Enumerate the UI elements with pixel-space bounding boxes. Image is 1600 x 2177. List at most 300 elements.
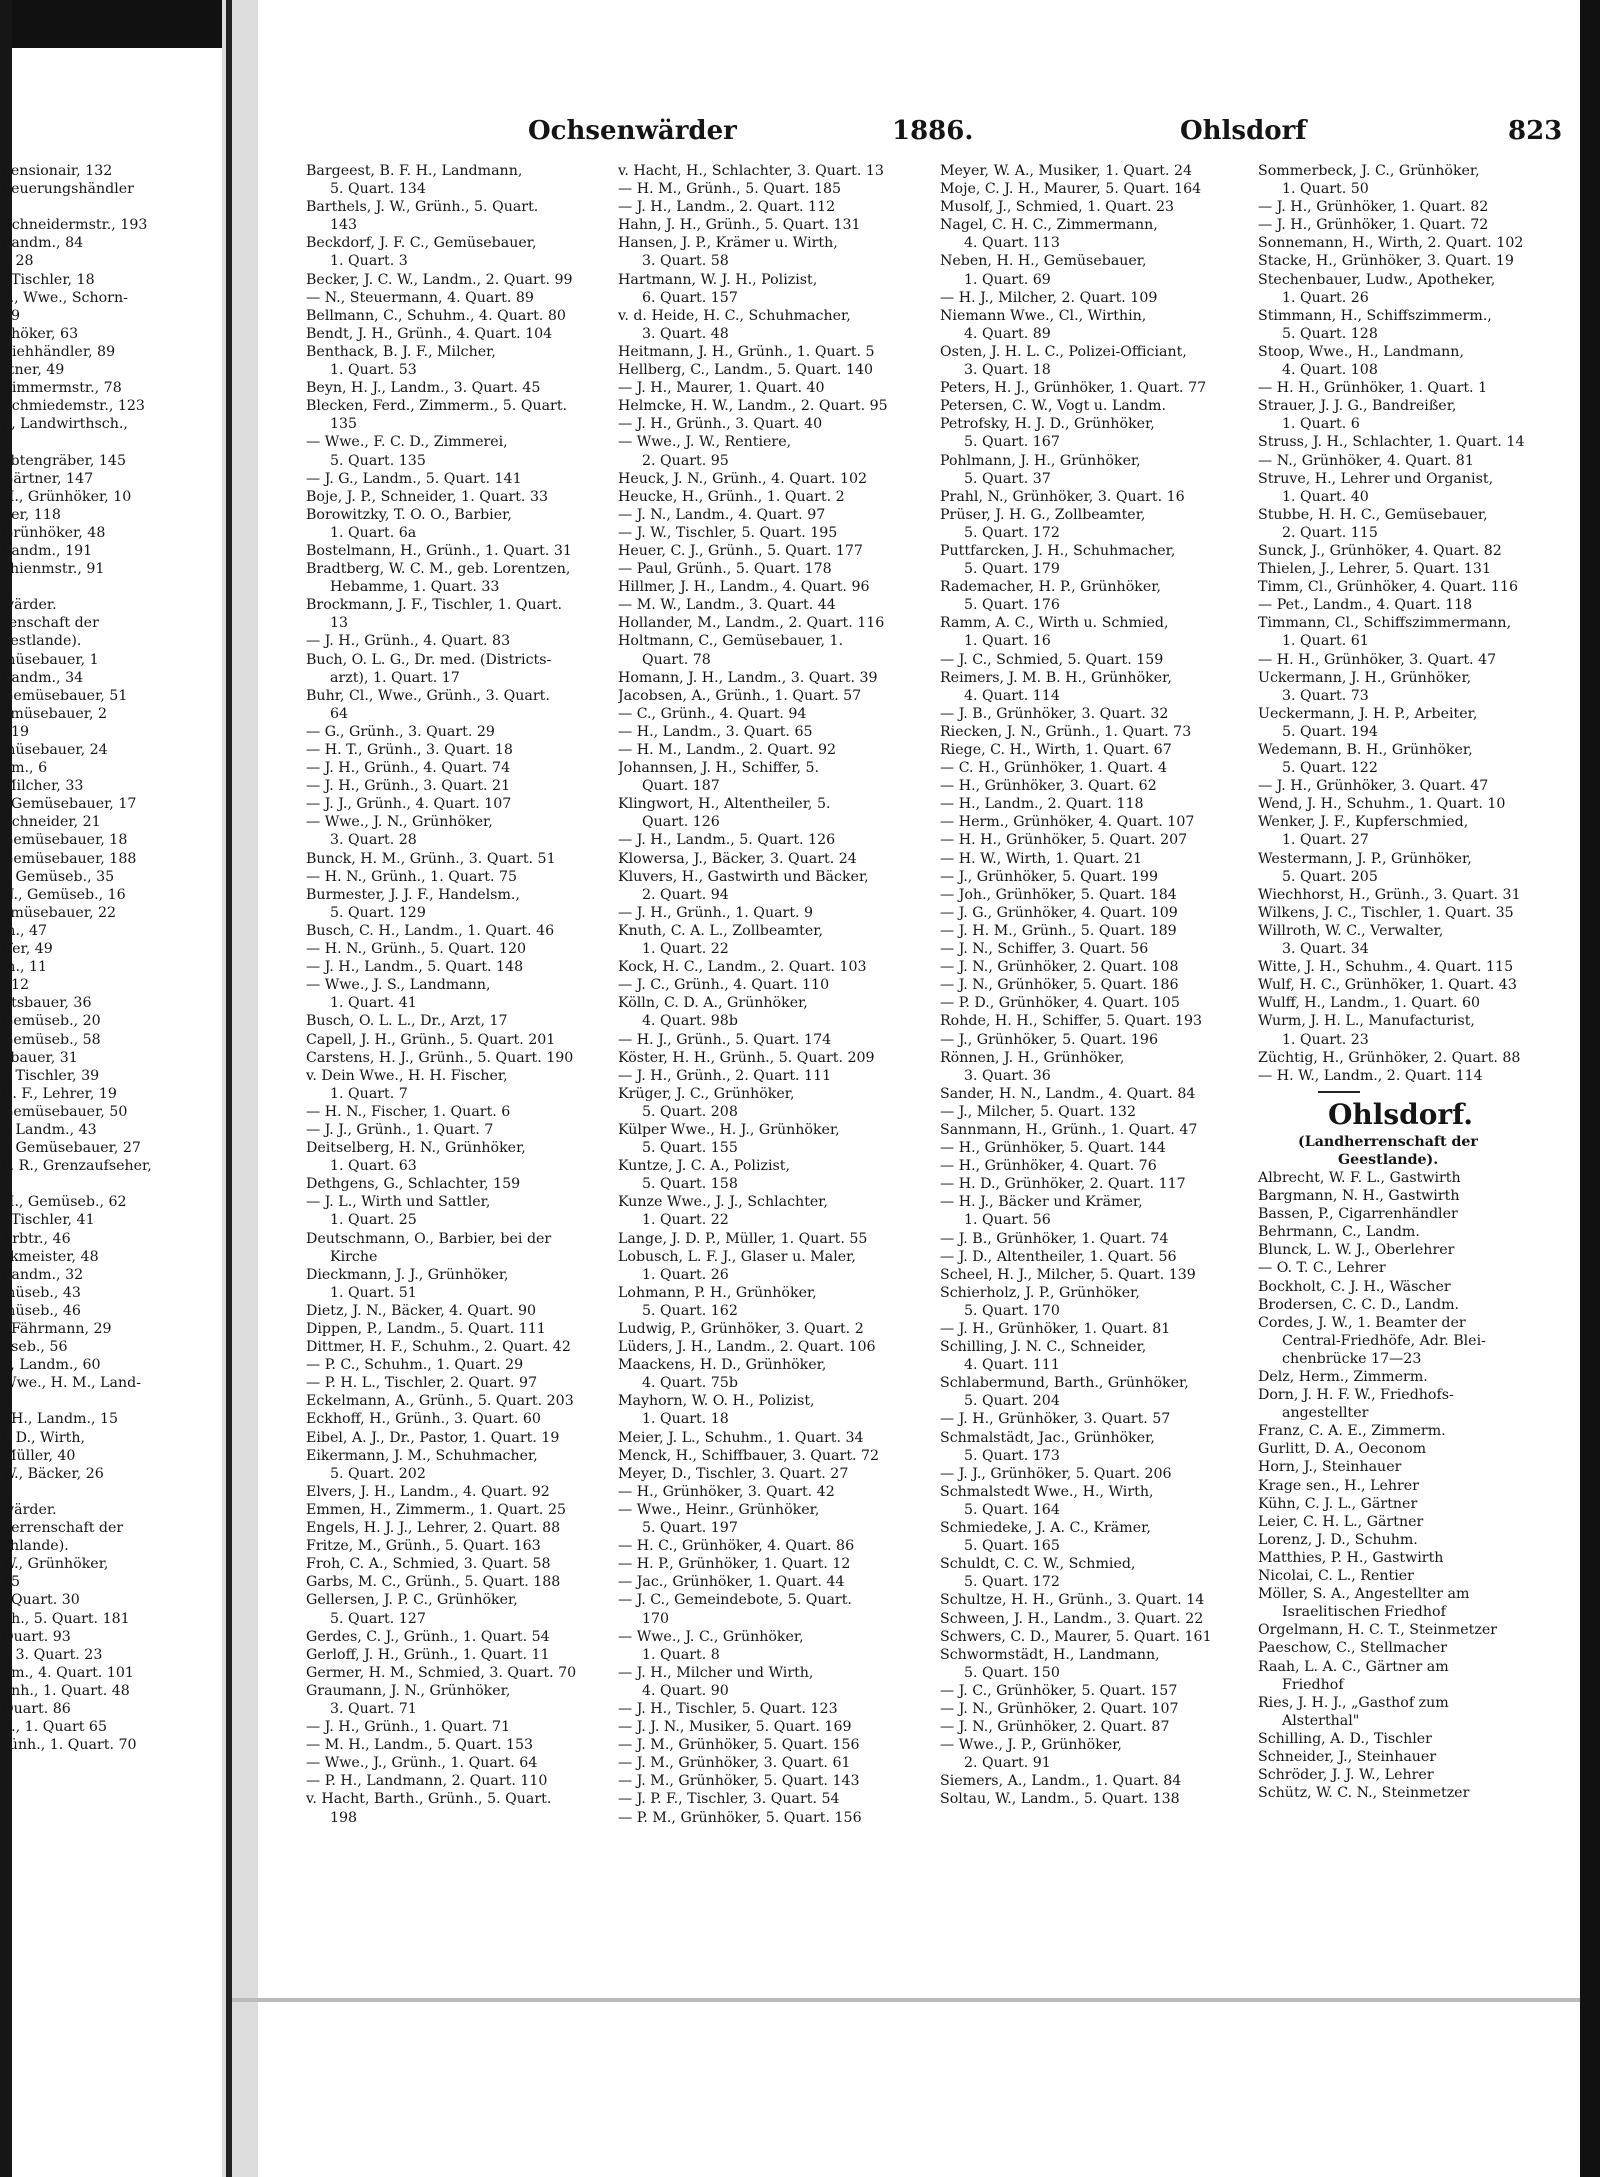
directory-entry-line: Bockholt, C. J. H., Wäscher xyxy=(1258,1278,1451,1295)
directory-entry-line: Gemüsebauer, 18 xyxy=(2,832,128,849)
directory-entry-line: Jacobsen, A., Grünh., 1. Quart. 57 xyxy=(618,687,862,704)
directory-entry-line: Stubbe, H. H. C., Gemüsebauer, xyxy=(1258,506,1488,523)
directory-entry-line: Gärtner, 147 xyxy=(2,470,94,487)
directory-entry-line: 1. Quart. 22 xyxy=(642,1212,729,1229)
directory-entry-line: Gemüseb., 20 xyxy=(2,1013,101,1030)
directory-entry-line: 5. Quart. 173 xyxy=(964,1447,1060,1464)
directory-entry-line xyxy=(2,1175,224,1193)
directory-entry-line: — J. B., Grünhöker, 1. Quart. 74 xyxy=(940,1230,1169,1247)
directory-entry-line: Wurm, J. H. L., Manufacturist, xyxy=(1258,1013,1475,1030)
directory-entry-line: Brodersen, C. C. D., Landm. xyxy=(1258,1296,1460,1313)
directory-entry-line: — J., Grünhöker, 5. Quart. 196 xyxy=(940,1031,1158,1048)
directory-entry-line: 1. Quart. 51 xyxy=(330,1284,417,1301)
directory-entry-line: Heuer, C. J., Grünh., 5. Quart. 177 xyxy=(618,542,863,559)
directory-entry-line: Schneider, 21 xyxy=(2,814,101,831)
directory-entry-line: 1. Quart. 6a xyxy=(330,524,417,541)
directory-entry-line: Prahl, N., Grünhöker, 3. Quart. 16 xyxy=(940,488,1185,505)
directory-entry-line: 5. Quart. 37 xyxy=(964,470,1051,487)
directory-entry-line: 5. Quart. 128 xyxy=(1282,325,1378,342)
directory-entry-line: Wedemann, B. H., Grünhöker, xyxy=(1258,742,1473,758)
directory-entry-line: Feuerungshändler xyxy=(2,181,134,198)
directory-entry-line: — J. G., Grünhöker, 4. Quart. 109 xyxy=(940,904,1178,921)
directory-entry-line: Homann, J. H., Landm., 3. Quart. 39 xyxy=(618,669,878,686)
directory-entry-line: müsebauer, 24 xyxy=(2,742,108,758)
directory-entry-line: v. d. Heide, H. C., Schuhmacher, xyxy=(618,307,851,324)
directory-entry-line: Pohlmann, J. H., Grünhöker, xyxy=(940,452,1141,469)
directory-entry-line: chienmstr., 91 xyxy=(2,561,105,578)
directory-entry-line: Albrecht, W. F. L., Gastwirth xyxy=(1258,1169,1461,1186)
directory-entry-line: — Joh., Grünhöker, 5. Quart. 184 xyxy=(940,886,1177,903)
directory-entry-line: 143 xyxy=(330,217,358,234)
directory-entry-line: dm., 4. Quart. 101 xyxy=(2,1664,134,1681)
directory-entry-line: 1. Quart. 16 xyxy=(964,633,1051,650)
directory-entry-line: 135 xyxy=(330,416,358,433)
directory-entry-line: Sommerbeck, J. C., Grünhöker, xyxy=(1258,163,1480,179)
directory-entry-line: ., 3. Quart. 23 xyxy=(2,1646,103,1663)
directory-entry-line: ., 28 xyxy=(2,253,34,270)
directory-entry-line: Deutschmann, O., Barbier, bei der xyxy=(306,1230,552,1247)
directory-entry-line: — P. H. L., Tischler, 2. Quart. 97 xyxy=(306,1375,538,1392)
directory-entry-line: Busch, C. H., Landm., 1. Quart. 46 xyxy=(306,922,555,939)
directory-entry-line: Timmann, Cl., Schiffszimmermann, xyxy=(1258,615,1512,632)
directory-entry-line: — O. T. C., Lehrer xyxy=(1258,1260,1386,1277)
directory-entry-line: 4. Quart. 90 xyxy=(642,1682,729,1699)
directory-entry-line: — J. J. N., Musiker, 5. Quart. 169 xyxy=(618,1719,852,1736)
directory-entry-line: — J. P. F., Tischler, 3. Quart. 54 xyxy=(618,1791,840,1808)
directory-entry-line: — J. N., Grünhöker, 2. Quart. 107 xyxy=(940,1700,1179,1717)
directory-entry-line: 4. Quart. 89 xyxy=(964,325,1051,342)
directory-column-2 xyxy=(618,162,938,1827)
directory-entry-line: 5. Quart. 179 xyxy=(964,561,1060,578)
directory-entry-line: — J., Grünhöker, 5. Quart. 199 xyxy=(940,868,1158,885)
directory-entry-line: Blunck, L. W. J., Oberlehrer xyxy=(1258,1242,1455,1259)
directory-entry-line: — H., Landm., 3. Quart. 65 xyxy=(618,723,813,740)
directory-entry-line: — Jac., Grünhöker, 1. Quart. 44 xyxy=(618,1574,845,1591)
directory-entry-line: Ludwig, P., Grünhöker, 3. Quart. 2 xyxy=(618,1321,864,1337)
directory-entry-line: — N., Steuermann, 4. Quart. 89 xyxy=(306,289,534,306)
directory-entry-line: Kirche xyxy=(330,1248,378,1265)
directory-entry-line: — J. H., Grünhöker, 3. Quart. 57 xyxy=(940,1411,1171,1428)
directory-entry-line: ., Gemüseb., 35 xyxy=(2,868,115,885)
directory-entry-line: 3. Quart. 48 xyxy=(642,325,729,342)
directory-entry-line: Bendt, J. H., Grünh., 4. Quart. 104 xyxy=(306,325,553,342)
directory-entry-line: Gemüsebauer, 188 xyxy=(2,850,137,867)
directory-entry-line: Eibel, A. J., Dr., Pastor, 1. Quart. 19 xyxy=(306,1429,560,1446)
directory-entry-line: Kunze Wwe., J. J., Schlachter, xyxy=(618,1194,829,1211)
directory-entry-line: Krüger, J. C., Grünhöker, xyxy=(618,1085,795,1102)
directory-entry-line: Külper Wwe., H. J., Grünhöker, xyxy=(618,1121,840,1138)
directory-entry-line: Elvers, J. H., Landm., 4. Quart. 92 xyxy=(306,1483,550,1500)
directory-entry-line: 3. Quart. 28 xyxy=(330,832,417,849)
directory-entry-line: Busch, O. L. L., Dr., Arzt, 17 xyxy=(306,1013,508,1030)
directory-entry-line: ., Tischler, 39 xyxy=(2,1067,100,1084)
directory-entry-line: 1. Quart. 27 xyxy=(1282,832,1369,849)
directory-entry-line: Züchtig, H., Grünhöker, 2. Quart. 88 xyxy=(1258,1049,1521,1066)
directory-entry-line: Kock, H. C., Landm., 2. Quart. 103 xyxy=(618,959,867,976)
directory-entry-line: 1. Quart. 53 xyxy=(330,362,417,379)
directory-entry-line: Thielen, J., Lehrer, 5. Quart. 131 xyxy=(1258,561,1491,578)
directory-entry-line: Quart. 187 xyxy=(642,778,720,795)
directory-entry-line: — J. C., Grünh., 4. Quart. 110 xyxy=(618,977,830,994)
directory-entry-line: Schmalstedt Wwe., H., Wirth, xyxy=(940,1483,1154,1500)
directory-entry-line: Capell, J. H., Grünh., 5. Quart. 201 xyxy=(306,1031,556,1048)
directory-entry-line: 5. Quart. 155 xyxy=(642,1140,738,1157)
directory-entry-line: Landm., 191 xyxy=(2,542,93,559)
directory-entry-line: Wwe., H. M., Land- xyxy=(2,1375,141,1392)
directory-entry-line: Leier, C. H. L., Gärtner xyxy=(1258,1513,1424,1530)
directory-entry-line: — H. W., Landm., 2. Quart. 114 xyxy=(1258,1067,1483,1084)
directory-entry-line: Lüders, J. H., Landm., 2. Quart. 106 xyxy=(618,1339,876,1356)
directory-entry-line: emüsebauer, 2 xyxy=(2,705,108,722)
directory-entry-line: rünh., 1. Quart. 70 xyxy=(2,1737,137,1754)
directory-entry-line: Neben, H. H., Gemüsebauer, xyxy=(940,253,1147,270)
directory-entry-line: — H. J., Grünh., 5. Quart. 174 xyxy=(618,1031,832,1048)
directory-entry-line: Hartmann, W. J. H., Polizist, xyxy=(618,271,818,288)
directory-entry-line: chlande). xyxy=(2,1538,69,1555)
directory-entry-line: Burmester, J. J. F., Handelsm., xyxy=(306,886,520,903)
directory-entry-line: 3. Quart. 73 xyxy=(1282,687,1369,704)
directory-entry-line: 3. Quart. 71 xyxy=(330,1700,417,1717)
directory-entry-line: Eckhoff, H., Grünh., 3. Quart. 60 xyxy=(306,1411,541,1428)
directory-entry-line: Prüser, J. H. G., Zollbeamter, xyxy=(940,506,1146,523)
directory-entry-line: — J. H., Grünhöker, 1. Quart. 81 xyxy=(940,1321,1171,1337)
directory-entry-line: Milcher, 33 xyxy=(2,778,84,795)
directory-entry-line: 1. Quart. 63 xyxy=(330,1158,417,1175)
directory-entry-line: 170 xyxy=(642,1610,670,1627)
directory-entry-line: — Wwe., J. W., Rentiere, xyxy=(618,434,792,451)
directory-entry-line: Sander, H. N., Landm., 4. Quart. 84 xyxy=(940,1085,1196,1102)
directory-entry-line: ffer, 49 xyxy=(2,941,53,958)
directory-entry-line: — Paul, Grünh., 5. Quart. 178 xyxy=(618,561,832,578)
directory-column-1 xyxy=(306,162,616,1827)
directory-entry-line: — J. L., Wirth und Sattler, xyxy=(306,1194,491,1211)
directory-entry-line: 6. Quart. 157 xyxy=(642,289,738,306)
directory-entry-line: — H., Grünhöker, 3. Quart. 62 xyxy=(940,778,1157,795)
directory-entry-line: Horn, J., Steinhauer xyxy=(1258,1459,1402,1476)
directory-entry-line: Landm., 84 xyxy=(2,235,84,252)
directory-entry-line: Wenker, J. F., Kupferschmied, xyxy=(1258,814,1469,831)
directory-entry-line: , Tischler, 41 xyxy=(2,1212,95,1229)
directory-entry-line: Dittmer, H. F., Schuhm., 2. Quart. 42 xyxy=(306,1339,571,1356)
directory-entry-line: — Wwe., J., Grünh., 1. Quart. 64 xyxy=(306,1755,538,1772)
directory-entry-line: Klowersa, J., Bäcker, 3. Quart. 24 xyxy=(618,850,857,867)
directory-entry-line: Uckermann, J. H., Grünhöker, xyxy=(1258,669,1472,686)
directory-entry-line: 5. Quart. 164 xyxy=(964,1501,1060,1518)
directory-entry-line: 3. Quart. 34 xyxy=(1282,941,1369,958)
directory-entry-line: Schröder, J. J. W., Lehrer xyxy=(1258,1767,1434,1784)
directory-entry-line: 45 xyxy=(2,1574,21,1591)
directory-entry-line: Hebamme, 1. Quart. 33 xyxy=(330,579,500,596)
directory-entry-line: , Tischler, 18 xyxy=(2,271,95,288)
directory-entry-line: Meyer, W. A., Musiker, 1. Quart. 24 xyxy=(940,163,1193,179)
page-header xyxy=(528,116,1578,162)
directory-entry-line: Friedhof xyxy=(1282,1676,1344,1693)
directory-entry-line: Schuldt, C. C. W., Schmied, xyxy=(940,1556,1136,1573)
directory-entry-line: — Wwe., Heinr., Grünhöker, xyxy=(618,1501,820,1518)
directory-entry-line: Beyn, H. J., Landm., 3. Quart. 45 xyxy=(306,380,541,397)
directory-entry-line: ckmeister, 48 xyxy=(2,1248,99,1265)
directory-entry-line: — P. C., Schuhm., 1. Quart. 29 xyxy=(306,1357,524,1374)
directory-entry-line: Zimmermstr., 78 xyxy=(2,380,122,397)
directory-entry-line: Reimers, J. M. B. H., Grünhöker, xyxy=(940,669,1172,686)
directory-entry-line: 1. Quart. 26 xyxy=(642,1266,729,1283)
directory-entry-line: Gemüsebauer, 51 xyxy=(2,687,128,704)
directory-entry-line: herrenschaft der xyxy=(2,1520,124,1537)
directory-entry-line: Knuth, C. A. L., Zollbeamter, xyxy=(618,922,824,939)
directory-entry-line: 69 xyxy=(2,307,21,324)
directory-entry-line: Delz, Herm., Zimmerm. xyxy=(1258,1369,1428,1385)
directory-entry-line: Graumann, J. N., Grünhöker, xyxy=(306,1682,511,1699)
directory-entry-line: — Wwe., J. S., Landmann, xyxy=(306,977,491,994)
book-gutter-shadow xyxy=(226,0,232,2177)
directory-entry-line: — Wwe., J. N., Grünhöker, xyxy=(306,814,493,831)
directory-entry-line: W., Grünhöker, xyxy=(2,1556,109,1573)
section-subtitle-line: (Landherrenschaft der xyxy=(1298,1133,1478,1150)
directory-entry-line: 3. Quart. 36 xyxy=(964,1067,1051,1084)
directory-entry-line: — J. M., Grünhöker, 5. Quart. 156 xyxy=(618,1737,860,1754)
directory-entry-line: H., Grünhöker, 10 xyxy=(2,488,132,505)
directory-entry-line: Boje, J. P., Schneider, 1. Quart. 33 xyxy=(306,488,549,505)
directory-entry-line: — J. H., Grünh., 3. Quart. 21 xyxy=(306,778,511,795)
directory-entry-line: Eikermann, J. M., Schuhmacher, xyxy=(306,1447,538,1464)
directory-entry-line: — J. N., Grünhöker, 2. Quart. 87 xyxy=(940,1719,1170,1736)
directory-entry-line: — H. W., Wirth, 1. Quart. 21 xyxy=(940,850,1143,867)
directory-entry-line: Meier, J. L., Schuhm., 1. Quart. 34 xyxy=(618,1429,864,1446)
directory-entry-line: Lohmann, P. H., Grünhöker, xyxy=(618,1284,817,1301)
directory-entry-line: — J. H. M., Grünh., 5. Quart. 189 xyxy=(940,922,1177,939)
directory-entry-line: 5. Quart. 202 xyxy=(330,1465,426,1482)
directory-entry-line: — Herm., Grünhöker, 4. Quart. 107 xyxy=(940,814,1195,831)
directory-entry-line: Bellmann, C., Schuhm., 4. Quart. 80 xyxy=(306,307,566,324)
directory-entry-line: J., Landwirthsch., xyxy=(2,416,128,433)
directory-entry-line: — H., Landm., 2. Quart. 118 xyxy=(940,796,1144,813)
directory-entry-line: Ueckermann, J. H. P., Arbeiter, xyxy=(1258,705,1478,722)
directory-entry-line: emüsebauer, 22 xyxy=(2,904,117,921)
directory-entry-line: Franz, C. A. E., Zimmerm. xyxy=(1258,1423,1446,1440)
directory-entry-line: Germer, H. M., Schmied, 3. Quart. 70 xyxy=(306,1664,577,1681)
directory-entry-line: 5. Quart. 162 xyxy=(642,1302,738,1319)
directory-entry-line: — C. H., Grünhöker, 1. Quart. 4 xyxy=(940,760,1168,777)
directory-entry-line: Wulf, H. C., Grünhöker, 1. Quart. 43 xyxy=(1258,977,1517,994)
directory-entry-line: Scheel, H. J., Milcher, 5. Quart. 139 xyxy=(940,1266,1196,1283)
directory-entry-line: e, Landm., 60 xyxy=(2,1357,101,1374)
directory-entry-line: Köster, H. H., Grünh., 5. Quart. 209 xyxy=(618,1049,875,1066)
directory-entry-line: Becker, J. C. W., Landm., 2. Quart. 99 xyxy=(306,271,573,288)
directory-entry-line: — J. J., Grünhöker, 5. Quart. 206 xyxy=(940,1465,1172,1482)
directory-entry-line: — J. H., Landm., 5. Quart. 126 xyxy=(618,832,836,849)
directory-entry-line: Kuntze, J. C. A., Polizist, xyxy=(618,1158,790,1175)
directory-entry-line: 1. Quart. 56 xyxy=(964,1212,1051,1229)
directory-entry-line: Wend, J. H., Schuhm., 1. Quart. 10 xyxy=(1258,796,1506,813)
directory-entry-line: Schilling, A. D., Tischler xyxy=(1258,1730,1432,1747)
directory-entry-line: — J. M., Grünhöker, 5. Quart. 143 xyxy=(618,1773,860,1790)
directory-entry-line: Deitselberg, H. N., Grünhöker, xyxy=(306,1140,526,1157)
directory-entry-line: 1. Quart. 18 xyxy=(642,1411,729,1428)
directory-entry-line: Bostelmann, H., Grünh., 1. Quart. 31 xyxy=(306,542,572,559)
directory-entry-line: Riecken, J. N., Grünh., 1. Quart. 73 xyxy=(940,723,1192,740)
directory-entry-line: Dethgens, G., Schlachter, 159 xyxy=(306,1176,521,1193)
directory-entry-line: Peters, H. J., Grünhöker, 1. Quart. 77 xyxy=(940,380,1207,397)
directory-entry-line: 198 xyxy=(330,1809,358,1826)
directory-entry-line: Schneider, J., Steinhauer xyxy=(1258,1748,1437,1765)
directory-entry-line: Riege, C. H., Wirth, 1. Quart. 67 xyxy=(940,742,1172,758)
directory-entry-line: — J. H., Grünhöker, 1. Quart. 72 xyxy=(1258,217,1489,234)
directory-entry-line: Central-Friedhöfe, Adr. Blei- xyxy=(1282,1332,1486,1349)
directory-entry-line: 4. Quart. 75b xyxy=(642,1375,738,1392)
directory-entry-line: 5. Quart. 165 xyxy=(964,1538,1060,1555)
directory-entry-line: dm., 6 xyxy=(2,760,48,777)
directory-entry-line: Landm., 32 xyxy=(2,1266,84,1283)
directory-entry-line: Schmalstädt, Jac., Grünhöker, xyxy=(940,1429,1155,1446)
directory-entry-line: Ramm, A. C., Wirth u. Schmied, xyxy=(940,615,1169,632)
directory-entry-line: Stoop, Wwe., H., Landmann, xyxy=(1258,343,1464,360)
directory-entry-line: 5. Quart. 208 xyxy=(642,1103,738,1120)
directory-entry-line: 5. Quart. 129 xyxy=(330,904,426,921)
directory-entry-line: Eckelmann, A., Grünh., 5. Quart. 203 xyxy=(306,1393,574,1410)
directory-entry-line: J. D., Wirth, xyxy=(2,1429,86,1446)
directory-entry-line: — Wwe., J. C., Grünhöker, xyxy=(618,1628,804,1645)
directory-entry-line: Sonnemann, H., Wirth, 2. Quart. 102 xyxy=(1258,235,1524,252)
running-head-year: 1886. xyxy=(892,116,974,146)
directory-entry-line: 5. Quart. 127 xyxy=(330,1610,426,1627)
directory-entry-line: — H. N., Grünh., 1. Quart. 75 xyxy=(306,868,518,885)
directory-entry-line: — H. J., Bäcker und Krämer, xyxy=(940,1194,1143,1211)
directory-entry-line: Petrofsky, H. J. D., Grünhöker, xyxy=(940,416,1155,433)
ohlsdorf-section xyxy=(1258,1085,1580,1802)
directory-entry-line: — J. J., Grünh., 1. Quart. 7 xyxy=(306,1121,494,1138)
directory-entry-line: . Quart. 30 xyxy=(2,1592,80,1609)
page-number: 823 xyxy=(1508,116,1563,146)
directory-entry-line: Kühn, C. J. L., Gärtner xyxy=(1258,1495,1418,1512)
directory-entry-line: Musolf, J., Schmied, 1. Quart. 23 xyxy=(940,199,1175,216)
directory-entry-line: Struve, H., Lehrer und Organist, xyxy=(1258,470,1494,487)
directory-entry-line: 1. Quart. 22 xyxy=(642,941,729,958)
directory-entry-line: 1. Quart. 7 xyxy=(330,1085,408,1102)
directory-entry-line: 4. Quart. 108 xyxy=(1282,362,1378,379)
directory-entry-line: Emmen, H., Zimmerm., 1. Quart. 25 xyxy=(306,1501,567,1518)
directory-entry-line: 5. Quart. 172 xyxy=(964,524,1060,541)
directory-entry-line: . H., Landm., 15 xyxy=(2,1411,119,1428)
directory-entry-line: angestellter xyxy=(1282,1405,1369,1422)
directory-entry-line: — J. D., Altentheiler, 1. Quart. 56 xyxy=(940,1248,1177,1265)
directory-entry-line: Müller, 40 xyxy=(2,1447,76,1464)
directory-entry-line: Carstens, H. J., Grünh., 5. Quart. 190 xyxy=(306,1049,574,1066)
directory-entry-line: Bassen, P., Cigarrenhändler xyxy=(1258,1206,1458,1223)
directory-entry-line: Maackens, H. D., Grünhöker, xyxy=(618,1357,827,1374)
directory-entry-line: — J. H., Grünh., 1. Quart. 71 xyxy=(306,1719,511,1736)
directory-entry-line: — H. J., Milcher, 2. Quart. 109 xyxy=(940,289,1158,306)
directory-entry-line: Behrmann, C., Landm. xyxy=(1258,1224,1420,1241)
directory-entry-line: Schlabermund, Barth., Grünhöker, xyxy=(940,1375,1189,1392)
directory-entry-line: 5. Quart. 135 xyxy=(330,452,426,469)
directory-entry-line: 5. Quart. 158 xyxy=(642,1176,738,1193)
directory-entry-line: 5. Quart. 167 xyxy=(964,434,1060,451)
directory-entry-line: W., Bäcker, 26 xyxy=(2,1465,104,1482)
directory-entry-line: Hellberg, C., Landm., 5. Quart. 140 xyxy=(618,362,874,379)
directory-entry-line: Fritze, M., Grünh., 5. Quart. 163 xyxy=(306,1538,541,1555)
directory-entry-line: — J. H., Landm., 2. Quart. 112 xyxy=(618,199,836,216)
directory-entry-line: v. Dein Wwe., H. H. Fischer, xyxy=(306,1067,508,1084)
directory-entry-line: Stechenbauer, Ludw., Apotheker, xyxy=(1258,271,1496,288)
directory-entry-line: Benthack, B. J. F., Milcher, xyxy=(306,343,496,360)
directory-entry-line: 1. Quart. 50 xyxy=(1282,181,1369,198)
directory-entry-line: F. R., Grenzaufseher, xyxy=(2,1158,152,1175)
directory-entry-line: Schneidermstr., 193 xyxy=(2,217,148,234)
directory-entry-line: Gerdes, C. J., Grünh., 1. Quart. 54 xyxy=(306,1628,550,1645)
directory-entry-line: Hollander, M., Landm., 2. Quart. 116 xyxy=(618,615,885,632)
directory-entry-line: Lange, J. D. P., Müller, 1. Quart. 55 xyxy=(618,1230,868,1247)
directory-entry-line: Wiechhorst, H., Grünh., 3. Quart. 31 xyxy=(1258,886,1521,903)
directory-entry-line: — P. M., Grünhöker, 5. Quart. 156 xyxy=(618,1809,862,1826)
directory-entry-line: Kluvers, H., Gastwirth und Bäcker, xyxy=(618,868,869,885)
directory-entry-line: 1. Quart. 40 xyxy=(1282,488,1369,505)
directory-entry-line: Dippen, P., Landm., 5. Quart. 111 xyxy=(306,1321,546,1337)
directory-entry-line: Borowitzky, T. O. O., Barbier, xyxy=(306,506,512,523)
directory-entry-line: Dieckmann, J. J., Grünhöker, xyxy=(306,1266,509,1283)
directory-entry-line: — J. H., Grünh., 4. Quart. 74 xyxy=(306,760,511,777)
directory-entry-line: — J. H., Milcher und Wirth, xyxy=(618,1664,814,1681)
directory-entry-line: , 19 xyxy=(2,723,30,740)
directory-entry-line: Witte, J. H., Schuhm., 4. Quart. 115 xyxy=(1258,959,1514,976)
directory-entry-line: Buch, O. L. G., Dr. med. (Districts- xyxy=(306,651,552,668)
directory-entry-line: — H. H., Grünhöker, 5. Quart. 207 xyxy=(940,832,1188,849)
directory-entry-line: Stacke, H., Grünhöker, 3. Quart. 19 xyxy=(1258,253,1514,270)
directory-entry-line: Landm., 34 xyxy=(2,669,84,686)
directory-entry-line: Timm, Cl., Grünhöker, 4. Quart. 116 xyxy=(1258,579,1519,596)
directory-entry-line: — J. C., Gemeindebote, 5. Quart. xyxy=(618,1592,852,1609)
directory-entry-line: Schween, J. H., Landm., 3. Quart. 22 xyxy=(940,1610,1204,1627)
directory-entry-line: Bargeest, B. F. H., Landmann, xyxy=(306,163,523,179)
directory-entry-line: Brockmann, J. F., Tischler, 1. Quart. xyxy=(306,597,563,614)
directory-entry-line: Alsterthal" xyxy=(1282,1712,1360,1729)
directory-entry-line: F., Wwe., Schorn- xyxy=(2,289,128,306)
directory-entry-line: — J. M., Grünhöker, 3. Quart. 61 xyxy=(618,1755,851,1772)
directory-entry-line: — Wwe., J. P., Grünhöker, xyxy=(940,1737,1122,1754)
directory-entry-line: Israelitischen Friedhof xyxy=(1282,1604,1446,1621)
directory-entry-line: üseb., 56 xyxy=(2,1339,68,1356)
directory-entry-line: 4. Quart. 114 xyxy=(964,687,1060,704)
directory-entry-line: Viehhändler, 89 xyxy=(2,343,116,360)
directory-entry-line: Westermann, J. P., Grünhöker, xyxy=(1258,850,1472,867)
directory-entry-line: — J., Milcher, 5. Quart. 132 xyxy=(940,1103,1136,1120)
directory-entry-line: müseb., 46 xyxy=(2,1302,81,1319)
directory-entry-line: Moje, C. J. H., Maurer, 5. Quart. 164 xyxy=(940,181,1202,198)
directory-entry-line: Hansen, J. P., Krämer u. Wirth, xyxy=(618,235,838,252)
directory-entry-line: Cordes, J. W., 1. Beamter der xyxy=(1258,1314,1466,1331)
directory-entry-line: Engels, H. J. J., Lehrer, 2. Quart. 88 xyxy=(306,1520,561,1537)
directory-entry-line: — H. D., Grünhöker, 2. Quart. 117 xyxy=(940,1176,1186,1193)
directory-entry-line: Bargmann, N. H., Gastwirth xyxy=(1258,1188,1460,1205)
directory-entry-line: — J. C., Schmied, 5. Quart. 159 xyxy=(940,651,1164,668)
directory-entry-line: — C., Grünh., 4. Quart. 94 xyxy=(618,705,807,722)
directory-entry-line: 3. Quart. 18 xyxy=(964,362,1051,379)
directory-entry-line: Rönnen, J. H., Grünhöker, xyxy=(940,1049,1125,1066)
directory-entry-line: 5. Quart. 176 xyxy=(964,597,1060,614)
directory-entry-line: renschaft der xyxy=(2,615,99,632)
directory-entry-line: — H., Grünhöker, 3. Quart. 42 xyxy=(618,1483,835,1500)
directory-entry-line: müsebauer, 1 xyxy=(2,651,99,668)
directory-entry-line: Johannsen, J. H., Schiffer, 5. xyxy=(618,760,820,777)
directory-entry-line: ebauer, 31 xyxy=(2,1049,78,1066)
directory-entry-line: Strauer, J. J. G., Bandreißer, xyxy=(1258,398,1457,415)
directory-entry-line: 1. Quart. 3 xyxy=(330,253,408,270)
directory-entry-line: — G., Grünh., 3. Quart. 29 xyxy=(306,723,495,740)
directory-entry-line: — J. N., Landm., 4. Quart. 97 xyxy=(618,506,826,523)
directory-entry-line: — M. H., Landm., 5. Quart. 153 xyxy=(306,1737,534,1754)
directory-entry-line: Gemüseb., 58 xyxy=(2,1031,101,1048)
directory-entry-line: 13 xyxy=(330,615,349,632)
left-page-fragment-column xyxy=(0,162,224,1754)
